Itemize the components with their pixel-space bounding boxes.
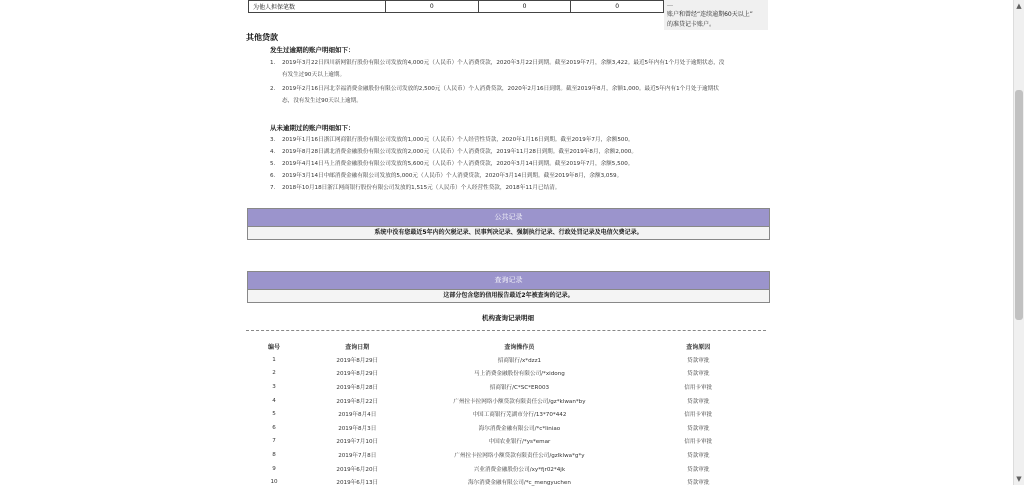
cell-num: 1 (272, 356, 276, 363)
guarantee-summary-table (248, 0, 664, 13)
item-text: 态，没有发生过90天以上逾期。 (282, 98, 362, 104)
table-row (246, 462, 770, 476)
table-header-row (246, 339, 770, 353)
item-number: 5. (270, 161, 276, 167)
list-item (270, 134, 780, 146)
other-loans-title: 其他贷款 (246, 33, 278, 42)
table-row (246, 421, 770, 435)
cell-reason: 贷款审批 (687, 425, 710, 432)
cell-operator: 广州拉卡拉网络小额贷款有限责任公司/gzlklwa*g*y (454, 452, 585, 459)
list-item (270, 170, 780, 182)
item-text: 2018年10月18日浙江网商银行股份有限公司发放的1,515元（人民币）个人经营性贷款，2018年11月已结清。 (282, 185, 561, 191)
item-text: 2019年4月14日马上消费金融股份有限公司发放的5,600元（人民币）个人消费贷款，2020年3月14日到期。截至2019年7月，余额5,500。 (282, 161, 634, 167)
cell-date: 2019年7月8日 (338, 452, 377, 459)
cell-date: 2019年6月13日 (336, 480, 379, 487)
cell-reason: 贷款审批 (687, 466, 710, 473)
cell-operator: 招商银行/C*SC*ER003 (489, 384, 550, 391)
cell-date: 2019年8月29日 (336, 371, 379, 378)
cell-operator: 招商银行/x*dzz1 (497, 357, 542, 364)
scroll-up-icon[interactable]: ▲ (1016, 2, 1022, 10)
table-row (246, 394, 770, 408)
summary-label: 为他人担保笔数 (249, 1, 386, 13)
summary-value-1: 0 (386, 1, 479, 13)
table-row (246, 407, 770, 421)
cell-operator: 海尔消费金融有限公司/*c*liniao (478, 425, 561, 432)
side-note-line: 的准贷记卡账户。 (667, 21, 716, 28)
public-records-body: 系统中没有您最近5年内的欠税记录、民事判决记录、强制执行记录、行政处罚记录及电信欠费记录。 (248, 226, 769, 239)
table-row (249, 1, 664, 13)
cell-operator: 海尔消费金融有限公司/*c_mengyuchen (467, 480, 571, 487)
table-row (246, 380, 770, 394)
query-records-table (246, 339, 770, 489)
item-number: 1. (270, 60, 276, 66)
summary-value-2: 0 (478, 1, 571, 13)
cell-operator: 广州拉卡拉网络小额贷款有限责任公司/gz*klwan*by (453, 398, 586, 405)
cell-num: 5 (272, 411, 276, 418)
cell-operator: 兴业消费金融股份公司/xy*fjr02*4jk (473, 466, 566, 473)
cell-num: 10 (270, 479, 278, 486)
table-row (246, 435, 770, 449)
cell-date: 2019年8月28日 (336, 384, 379, 391)
column-header-reason: 查询原因 (686, 343, 711, 351)
side-note-line: … (667, 1, 673, 8)
public-records-section (247, 208, 770, 240)
cell-reason: 贷款审批 (687, 357, 710, 364)
cell-reason: 贷款审批 (687, 452, 710, 459)
vertical-scrollbar[interactable] (1013, 0, 1024, 485)
table-row (246, 448, 770, 462)
summary-value-3: 0 (571, 1, 664, 13)
item-number: 7. (270, 185, 276, 191)
cell-reason: 信用卡审批 (684, 384, 713, 391)
query-records-title: 查询记录 (248, 272, 769, 289)
item-text: 2019年2月16日河北幸福消费金融股份有限公司发放的2,500元（人民币）个人消费贷款，2020年2月16日到期。截至2019年8月，余额1,000。最近5年内有1个月处于逾期状 (282, 86, 719, 92)
list-item (270, 57, 780, 81)
list-item (270, 158, 780, 170)
item-text: 2019年1月16日浙江网商银行股份有限公司发放的1,000元（人民币）个人经营性贷款，2020年1月16日到期。截至2019年7月，余额500。 (282, 137, 634, 143)
item-text: 2019年8月28日湖北消费金融股份有限公司发放的2,000元（人民币）个人消费贷款，2019年11月28日到期。截至2019年8月，余额2,000。 (282, 149, 637, 155)
cell-reason: 贷款审批 (687, 371, 710, 378)
list-item (270, 146, 780, 158)
table-row (246, 353, 770, 367)
column-header-operator: 查询操作员 (504, 343, 535, 351)
list-item (270, 83, 780, 107)
scroll-down-icon[interactable]: ▼ (1016, 475, 1022, 483)
cell-num: 3 (272, 383, 276, 390)
column-header-num: 编号 (268, 343, 281, 351)
cell-date: 2019年8月3日 (338, 425, 377, 432)
item-number: 4. (270, 149, 276, 155)
cell-reason: 贷款审批 (687, 398, 710, 405)
cell-num: 8 (272, 451, 276, 458)
item-text: 2019年3月14日中邮消费金融有限公司发放的5,000元（人民币）个人消费贷款，2020年3月14日到期。截至2019年8月，余额3,059。 (282, 173, 623, 179)
item-number: 3. (270, 137, 276, 143)
public-records-title: 公共记录 (248, 209, 769, 226)
cell-reason: 信用卡审批 (684, 412, 713, 419)
cell-operator: 马上消费金融股份有限公司/*xidong (474, 371, 565, 378)
cell-date: 2019年8月29日 (336, 357, 379, 364)
normal-accounts-title: 从未逾期过的账户明细如下： (270, 124, 355, 132)
cell-date: 2019年8月22日 (336, 398, 379, 405)
scroll-thumb[interactable] (1015, 90, 1023, 320)
cell-num: 6 (272, 424, 276, 431)
cell-num: 7 (272, 438, 276, 445)
table-row (246, 475, 770, 489)
item-number: 6. (270, 173, 276, 179)
overdue-accounts-title: 发生过逾期的账户明细如下： (270, 46, 355, 54)
cell-reason: 信用卡审批 (684, 439, 713, 446)
cell-num: 2 (272, 370, 276, 377)
side-note-line: 账户和曾经“连续逾期60天以上” (667, 11, 753, 18)
list-item (270, 182, 780, 194)
cell-num: 9 (272, 465, 276, 472)
query-records-body: 这部分包含您的信用报告最近2年被查询的记录。 (248, 289, 769, 302)
side-note (664, 0, 768, 30)
cell-date: 2019年7月10日 (336, 439, 379, 446)
item-number: 2. (270, 86, 276, 92)
item-text: 有发生过90天以上逾期。 (282, 72, 346, 78)
table-row (246, 367, 770, 381)
column-header-date: 查询日期 (345, 343, 370, 351)
cell-operator: 中国工商银行芜湖市分行/13*70*442 (472, 412, 567, 419)
cell-date: 2019年6月20日 (336, 466, 379, 473)
item-text: 2019年3月22日四川新网银行股份有限公司发放的4,000元（人民币）个人消费贷款，2020年3月22日到期。截至2019年7月，余额3,422。最近5年内有1个月处于逾期状态，没 (282, 60, 725, 66)
query-detail-title: 机构查询记录明细 (482, 314, 534, 322)
cell-reason: 贷款审批 (687, 480, 710, 487)
cell-operator: 中国农业银行/*ys*emar (488, 439, 551, 446)
query-records-section (247, 271, 770, 303)
divider (246, 330, 766, 331)
cell-num: 4 (272, 397, 276, 404)
cell-date: 2019年8月4日 (338, 412, 377, 419)
